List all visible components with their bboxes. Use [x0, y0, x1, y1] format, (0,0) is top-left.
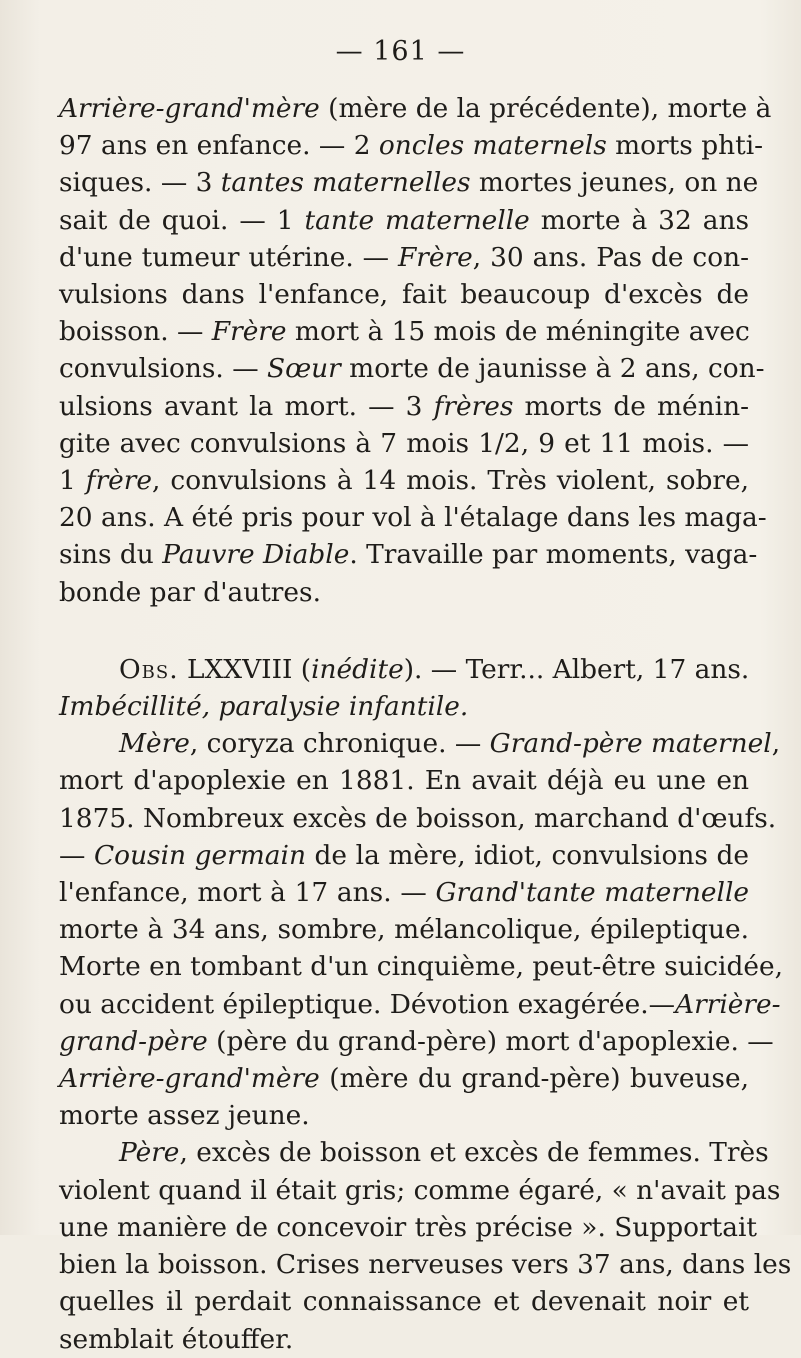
- italic-span: Arrière-: [675, 988, 781, 1020]
- italic-span: frères: [433, 390, 514, 422]
- text-line: [59, 1060, 749, 1097]
- text-span: ou accident épileptique. Dévotion exagérée.—: [59, 988, 676, 1020]
- text-line: [59, 874, 749, 911]
- italic-span: Frère: [398, 241, 473, 273]
- text-line: [59, 1321, 749, 1358]
- paragraph: [59, 1134, 792, 1357]
- italic-span: Grand-père maternel: [489, 728, 772, 760]
- italic-span: Arrière-grand'mère: [59, 93, 320, 124]
- text-span: Morte en tombant d'un cinquième, peut-être suicidée,: [59, 951, 783, 983]
- text-span: 20 ans. A été pris pour vol à l'étalage dans les maga-: [59, 502, 767, 534]
- text-span: boisson. —: [59, 316, 212, 348]
- text-span: morte assez jeune.: [59, 1100, 310, 1132]
- text-line: [59, 911, 749, 948]
- text-line: [59, 164, 759, 201]
- paragraph: [59, 725, 783, 1134]
- text-span: 1875. Nombreux excès de boisson, marchand d'œufs.: [59, 802, 777, 834]
- italic-span: Sœur: [266, 353, 341, 385]
- text-line: [59, 800, 777, 837]
- text-line: [59, 127, 764, 164]
- text-line: [59, 202, 749, 239]
- text-span: sait de quoi. — 1: [59, 204, 305, 236]
- text-line: [59, 388, 749, 425]
- text-span: semblait étouffer.: [59, 1323, 294, 1355]
- text-span: vulsions dans l'enfance, fait beaucoup d'excès de: [59, 279, 749, 311]
- body-text: [59, 90, 792, 1358]
- text-line: [59, 239, 749, 276]
- italic-span: Cousin germain: [93, 839, 306, 871]
- text-span: quelles il perdait connaissance et devenait noir et: [59, 1286, 749, 1318]
- text-span: siques. — 3: [59, 167, 221, 199]
- text-span: , excès de boisson et excès de femmes. Très: [179, 1137, 769, 1169]
- text-span: morts phti-: [606, 130, 764, 162]
- text-line: [59, 1172, 781, 1209]
- text-span: morts de ménin-: [513, 390, 749, 422]
- text-span: —: [59, 839, 94, 871]
- text-line: [59, 90, 772, 127]
- text-span: , coryza chronique. —: [189, 728, 490, 760]
- text-span: . Travaille par moments, vaga-: [349, 539, 758, 571]
- text-span: morte à 32 ans: [529, 204, 749, 236]
- text-line: [59, 574, 749, 611]
- text-line: [59, 986, 781, 1023]
- paragraph: [59, 651, 749, 725]
- italic-span: grand-père: [59, 1025, 208, 1057]
- text-line: [59, 688, 749, 725]
- text-line: [59, 1097, 749, 1134]
- italic-span: oncles maternels: [378, 130, 607, 162]
- text-span: mortes jeunes, on ne: [470, 167, 759, 199]
- italic-span: tante maternelle: [304, 204, 530, 236]
- italic-span: frère: [85, 465, 153, 497]
- italic-span: Père: [119, 1137, 180, 1169]
- text-line: [59, 837, 749, 874]
- text-span: , 30 ans. Pas de con-: [472, 241, 749, 273]
- text-line: [59, 425, 749, 462]
- text-line: [59, 536, 758, 573]
- text-span: (mère de la précédente), morte à: [319, 93, 772, 124]
- text-span: (mère du grand-père) buveuse,: [319, 1063, 749, 1095]
- paragraph-gap: [59, 611, 749, 651]
- small-caps-span: Obs.: [119, 653, 179, 685]
- text-line: [59, 1134, 769, 1171]
- text-span: morte de jaunisse à 2 ans, con-: [340, 353, 765, 385]
- text-span: ). — Terr... Albert, 17 ans.: [403, 653, 750, 685]
- text-line: [59, 948, 783, 985]
- text-span: 1: [59, 465, 86, 497]
- text-span: (père du grand-père) mort d'apoplexie. —: [207, 1025, 774, 1057]
- text-span: gite avec convulsions à 7 mois 1/2, 9 et 11 mois. —: [59, 427, 749, 459]
- text-span: l'enfance, mort à 17 ans. —: [59, 877, 436, 909]
- text-span: mort d'apoplexie en 1881. En avait déjà eu une en: [59, 765, 749, 797]
- text-span: sins du: [59, 539, 163, 571]
- italic-span: Mère: [119, 728, 190, 760]
- text-line: [59, 762, 749, 799]
- text-span: mort à 15 mois de méningite avec: [286, 316, 750, 348]
- text-line: [59, 1283, 749, 1320]
- italic-span: Frère: [211, 316, 287, 348]
- text-line: [59, 1023, 774, 1060]
- text-line: [59, 1246, 792, 1283]
- text-span: violent quand il était gris; comme égaré, « n'avait pas: [59, 1174, 781, 1206]
- italic-span: Arrière-grand'mère: [59, 1063, 320, 1095]
- text-span: morte à 34 ans, sombre, mélancolique, épileptique.: [59, 914, 749, 946]
- text-span: de la mère, idiot, convulsions de: [305, 839, 749, 871]
- italic-span: inédite: [311, 653, 404, 685]
- paragraph: [59, 90, 772, 611]
- text-span: bonde par d'autres.: [59, 576, 321, 608]
- text-span: 97 ans en enfance. — 2: [59, 130, 379, 162]
- text-span: ,: [771, 728, 781, 760]
- text-line: [59, 499, 767, 536]
- text-span: ulsions avant la mort. — 3: [59, 390, 434, 422]
- text-line: [59, 350, 765, 387]
- text-line: [59, 1209, 757, 1246]
- italic-span: Grand'tante maternelle: [435, 877, 750, 909]
- italic-span: tantes maternelles: [220, 167, 471, 199]
- italic-span: Imbécillité, paralysie infantile.: [59, 691, 469, 723]
- text-line: [59, 725, 781, 762]
- text-line: [59, 462, 749, 499]
- text-span: convulsions. —: [59, 353, 267, 385]
- text-line: [59, 313, 749, 350]
- text-span: LXXVIII (: [178, 653, 312, 685]
- text-span: d'une tumeur utérine. —: [59, 241, 398, 273]
- page-number: — 161 —: [335, 36, 466, 67]
- italic-span: Pauvre Diable: [162, 539, 350, 571]
- text-line: [59, 651, 749, 688]
- text-line: [59, 276, 749, 313]
- text-span: bien la boisson. Crises nerveuses vers 37 ans, dans les: [59, 1249, 792, 1281]
- text-span: une manière de concevoir très précise ». Supportait: [59, 1211, 757, 1243]
- text-span: , convulsions à 14 mois. Très violent, sobre,: [152, 465, 750, 497]
